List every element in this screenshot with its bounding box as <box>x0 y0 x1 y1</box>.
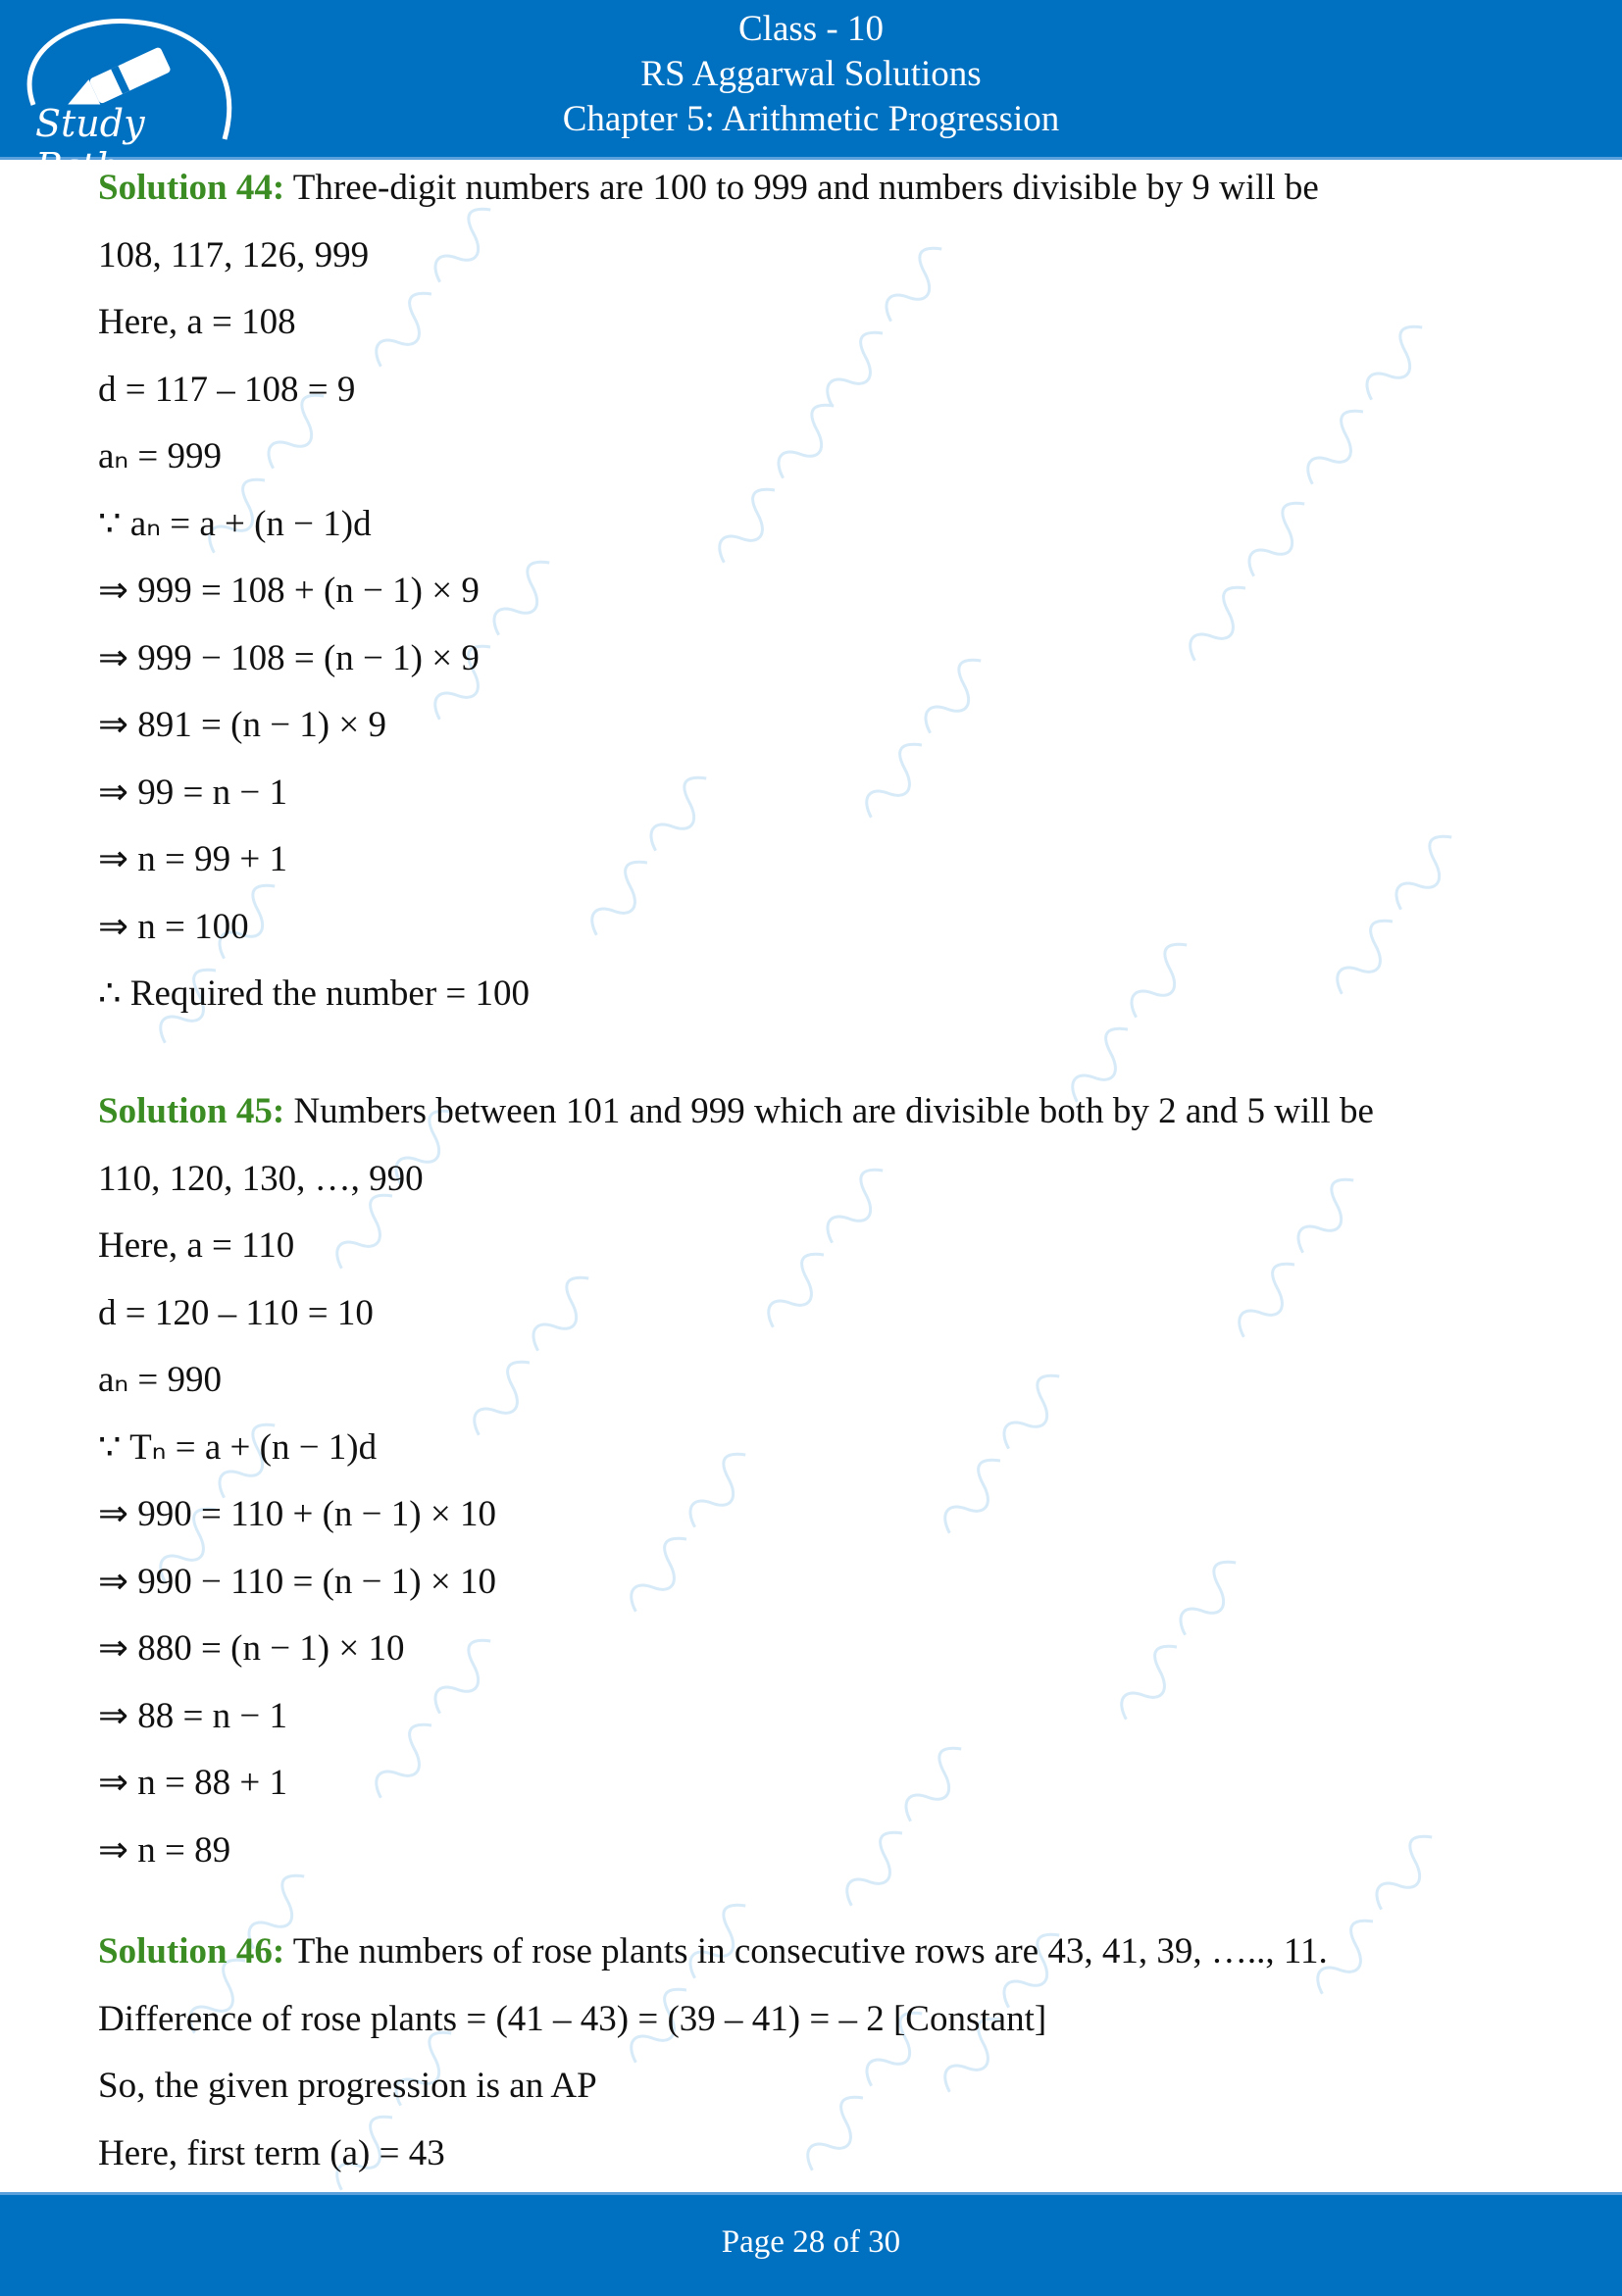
solution-text: The numbers of rose plants in consecutive rows are 43, 41, 39, ….., 11. <box>284 1931 1328 1972</box>
solution-line <box>98 1818 1549 1885</box>
solution-45 <box>98 1078 1549 1884</box>
solution-text: ⇒ 999 − 108 = (n − 1) × 9 <box>98 637 480 678</box>
solution-line <box>98 1683 1549 1751</box>
solution-line <box>98 894 1549 962</box>
solution-text: ⇒ 891 = (n − 1) × 9 <box>98 705 386 745</box>
solution-label: Solution 44: <box>98 168 285 208</box>
solution-text: ⇒ 990 − 110 = (n − 1) × 10 <box>98 1561 496 1602</box>
solution-text: Here, first term (a) = 43 <box>98 2132 445 2173</box>
solution-text: ⇒ n = 100 <box>98 906 249 947</box>
solution-text: 108, 117, 126, 999 <box>98 234 370 275</box>
solution-text: Difference of rose plants = (41 – 43) = (39 – 41) = – 2 [Constant] <box>98 1998 1047 2039</box>
solution-line <box>98 289 1549 357</box>
solution-text: ⇒ 999 = 108 + (n − 1) × 9 <box>98 571 480 611</box>
solution-line <box>98 1481 1549 1549</box>
page-number: Page 28 of 30 <box>721 2224 901 2260</box>
solution-line <box>98 961 1549 1028</box>
solution-line <box>98 760 1549 827</box>
solution-line <box>98 424 1549 491</box>
solution-text: aₙ = 999 <box>98 436 223 476</box>
book-title: RS Aggarwal Solutions <box>640 54 982 94</box>
solution-line <box>98 155 1549 223</box>
solution-text: ⇒ 880 = (n − 1) × 10 <box>98 1628 405 1669</box>
solution-text: Numbers between 101 and 999 which are divisible both by 2 and 5 will be <box>284 1091 1374 1131</box>
solution-line <box>98 1146 1549 1214</box>
solution-line <box>98 1616 1549 1683</box>
solution-line <box>98 1415 1549 1482</box>
solution-text: So, the given progression is an AP <box>98 2066 597 2106</box>
solution-line <box>98 1347 1549 1415</box>
solution-text: Here, a = 110 <box>98 1225 295 1266</box>
solution-line <box>98 558 1549 625</box>
solution-label: Solution 45: <box>98 1091 285 1131</box>
class-title: Class - 10 <box>738 9 884 49</box>
solution-46 <box>98 1919 1549 2187</box>
solution-line <box>98 1750 1549 1818</box>
solution-text: ⇒ n = 99 + 1 <box>98 839 287 879</box>
solution-line <box>98 1280 1549 1348</box>
solution-text: 110, 120, 130, …, 990 <box>98 1158 424 1199</box>
solution-line <box>98 1919 1549 1986</box>
solution-text: ⇒ n = 89 <box>98 1829 231 1871</box>
solution-text: ∵ Tₙ = a + (n − 1)d <box>98 1426 378 1468</box>
solution-line <box>98 357 1549 424</box>
solution-text: Three-digit numbers are 100 to 999 and numbers divisible by 9 will be <box>284 168 1319 208</box>
solution-text: d = 117 – 108 = 9 <box>98 369 356 410</box>
solution-text: ∴ Required the number = 100 <box>98 973 531 1014</box>
solution-text: ∵ aₙ = a + (n − 1)d <box>98 503 372 544</box>
solution-text: ⇒ n = 88 + 1 <box>98 1763 287 1803</box>
solution-text: ⇒ 990 = 110 + (n − 1) × 10 <box>98 1494 496 1534</box>
solution-line <box>98 826 1549 894</box>
logo-text: Study Path <box>35 102 145 188</box>
solution-text: ⇒ 88 = n − 1 <box>98 1695 287 1736</box>
solution-line <box>98 1213 1549 1280</box>
solution-line <box>98 223 1549 290</box>
solution-text: aₙ = 990 <box>98 1360 223 1400</box>
solution-label: Solution 46: <box>98 1931 285 1972</box>
solution-line <box>98 1986 1549 2054</box>
solution-text: ⇒ 99 = n − 1 <box>98 772 287 813</box>
solution-text: d = 120 – 110 = 10 <box>98 1292 374 1333</box>
chapter-title: Chapter 5: Arithmetic Progression <box>562 99 1060 139</box>
solution-text: Here, a = 108 <box>98 302 296 342</box>
solution-line <box>98 2121 1549 2188</box>
solution-44 <box>98 155 1549 1028</box>
solution-line <box>98 2053 1549 2121</box>
solution-line <box>98 1078 1549 1146</box>
page-footer <box>0 2192 1622 2296</box>
solution-line <box>98 625 1549 693</box>
solution-line <box>98 1549 1549 1617</box>
solution-line <box>98 491 1549 559</box>
solution-line <box>98 692 1549 760</box>
